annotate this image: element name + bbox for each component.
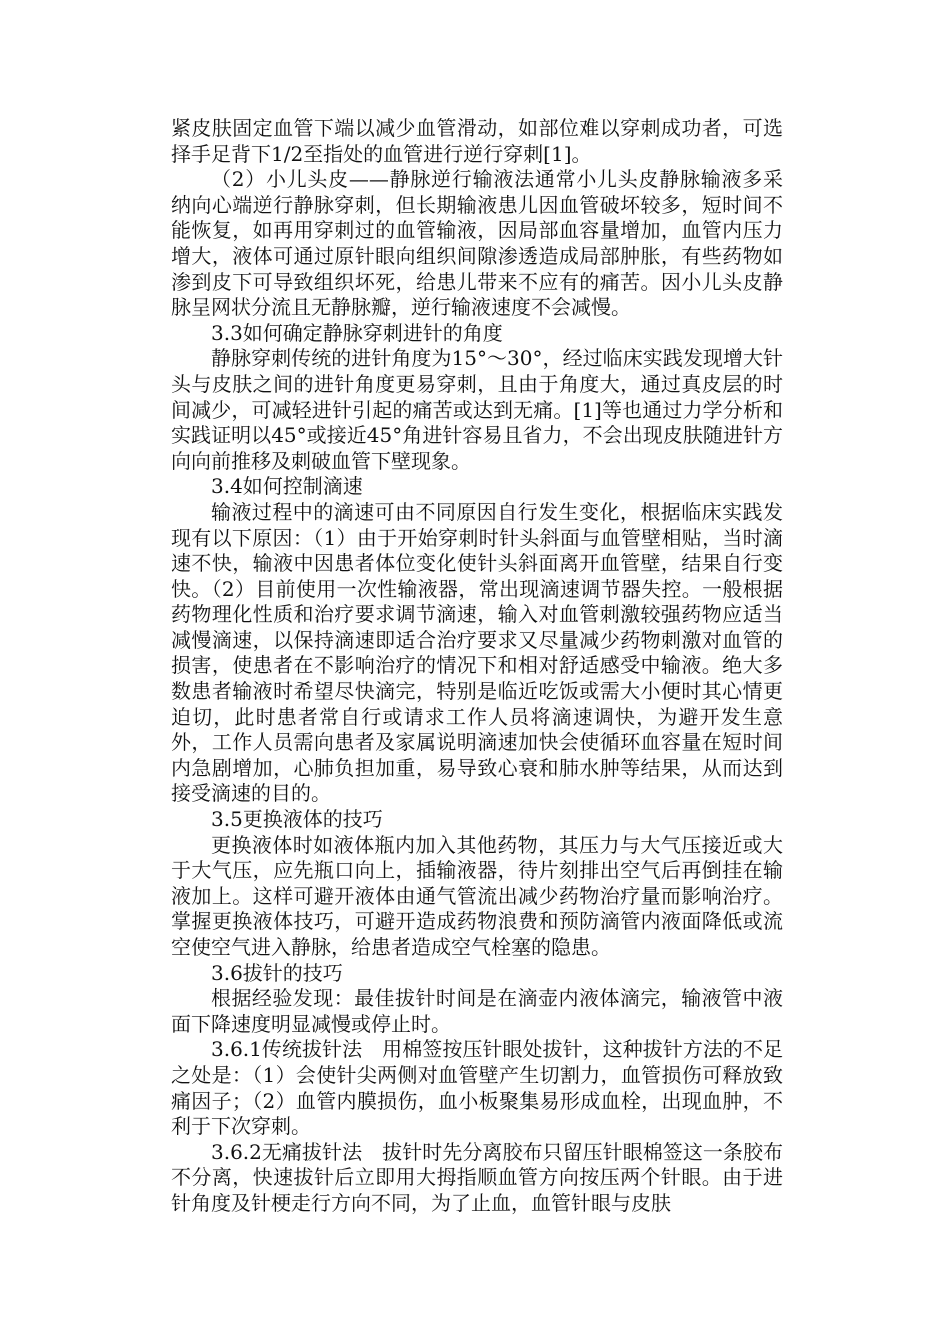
heading-3-4: 3.4如何控制滴速 xyxy=(211,474,363,499)
heading-3-5: 3.5更换液体的技巧 xyxy=(211,807,383,832)
heading-3-3: 3.3如何确定静脉穿刺进针的角度 xyxy=(211,320,503,345)
paragraph-withdraw-timing: 根据经验发现：最佳拔针时间是在滴壶内液体滴完，输液管中液面下降速度明显减慢或停止时。 xyxy=(171,986,783,1036)
paragraph-change-fluid: 更换液体时如液体瓶内加入其他药物，其压力与大气压接近或大于大气压，应先瓶口向上，插输液器，待片刻排出空气后再倒挂在输液加上。这样可避开液体由通气管流出减少药物治疗量而影响治疗。掌握更换液体技巧，可避开造成药物浪费和预防滴管内液面降低或流空使空气进入静脉，给患者造成空气栓塞的隐患。 xyxy=(171,832,783,959)
paragraph-continuation: 紧皮肤固定血管下端以减少血管滑动，如部位难以穿刺成功者，可选择手足背下1/2至指处的血管进行逆行穿刺[1]。 xyxy=(171,116,783,166)
heading-3-6: 3.6拔针的技巧 xyxy=(211,960,343,985)
paragraph-scalp-infusion: （2）小儿头皮——静脉逆行输液法通常小儿头皮静脉输液多采纳向心端逆行静脉穿刺，但长期输液患儿因血管破坏较多，短时间不能恢复，如再用穿刺过的血管输液，因局部血容量增加，血管内压力增大，液体可通过原针眼向组织间隙渗透造成局部肿胀，有些药物如渗到皮下可导致组织坏死，给患儿带来不应有的痛苦。因小儿头皮静脉呈网状分流且无静脉瓣，逆行输液速度不会减慢。 xyxy=(171,167,783,320)
paragraph-drip-rate: 输液过程中的滴速可由不同原因自行发生变化，根据临床实践发现有以下原因：（1）由于开始穿刺时针头斜面与血管壁相贴，当时滴速不快，输液中因患者体位变化使针头斜面离开血管壁，结果自行变快。（2）目前使用一次性输液器，常出现滴速调节器失控。一般根据药物理化性质和治疗要求调节滴速，输入对血管刺激较强药物应适当减慢滴速，以保持滴速即适合治疗要求又尽量减少药物刺激对血管的损害，使患者在不影响治疗的情况下和相对舒适感受中输液。绝大多数患者输液时希望尽快滴完，特别是临近吃饭或需大小便时其心情更迫切，此时患者常自行或请求工作人员将滴速调快，为避开发生意外，工作人员需向患者及家属说明滴速加快会使循环血容量在短时间内急剧增加，心肺负担加重，易导致心衰和肺水肿等结果，从而达到接受滴速的目的。 xyxy=(171,499,783,806)
paragraph-painless-withdraw: 3.6.2无痛拔针法 拔针时先分离胶布只留压针眼棉签这一条胶布不分离，快速拔针后立即用大拇指顺血管方向按压两个针眼。由于进针角度及针梗走行方向不同，为了止血，血管针眼与皮肤 xyxy=(171,1139,783,1215)
body-text xyxy=(171,116,783,1217)
paragraph-needle-angle: 静脉穿刺传统的进针角度为15°～30°，经过临床实践发现增大针头与皮肤之间的进针角度更易穿刺，且由于角度大，通过真皮层的时间减少，可减轻进针引起的痛苦或达到无痛。[1]等也通过力学分析和实践证明以45°或接近45°角进针容易且省力，不会出现皮肤随进针方向向前推移及刺破血管下壁现象。 xyxy=(171,346,783,473)
paragraph-traditional-withdraw: 3.6.1传统拔针法 用棉签按压针眼处拔针，这种拔针方法的不足之处是：（1）会使针尖两侧对血管壁产生切割力，血管损伤可释放致痛因子；（2）血管内膜损伤，血小板聚集易形成血栓，出现血肿，不利于下次穿刺。 xyxy=(171,1037,783,1139)
